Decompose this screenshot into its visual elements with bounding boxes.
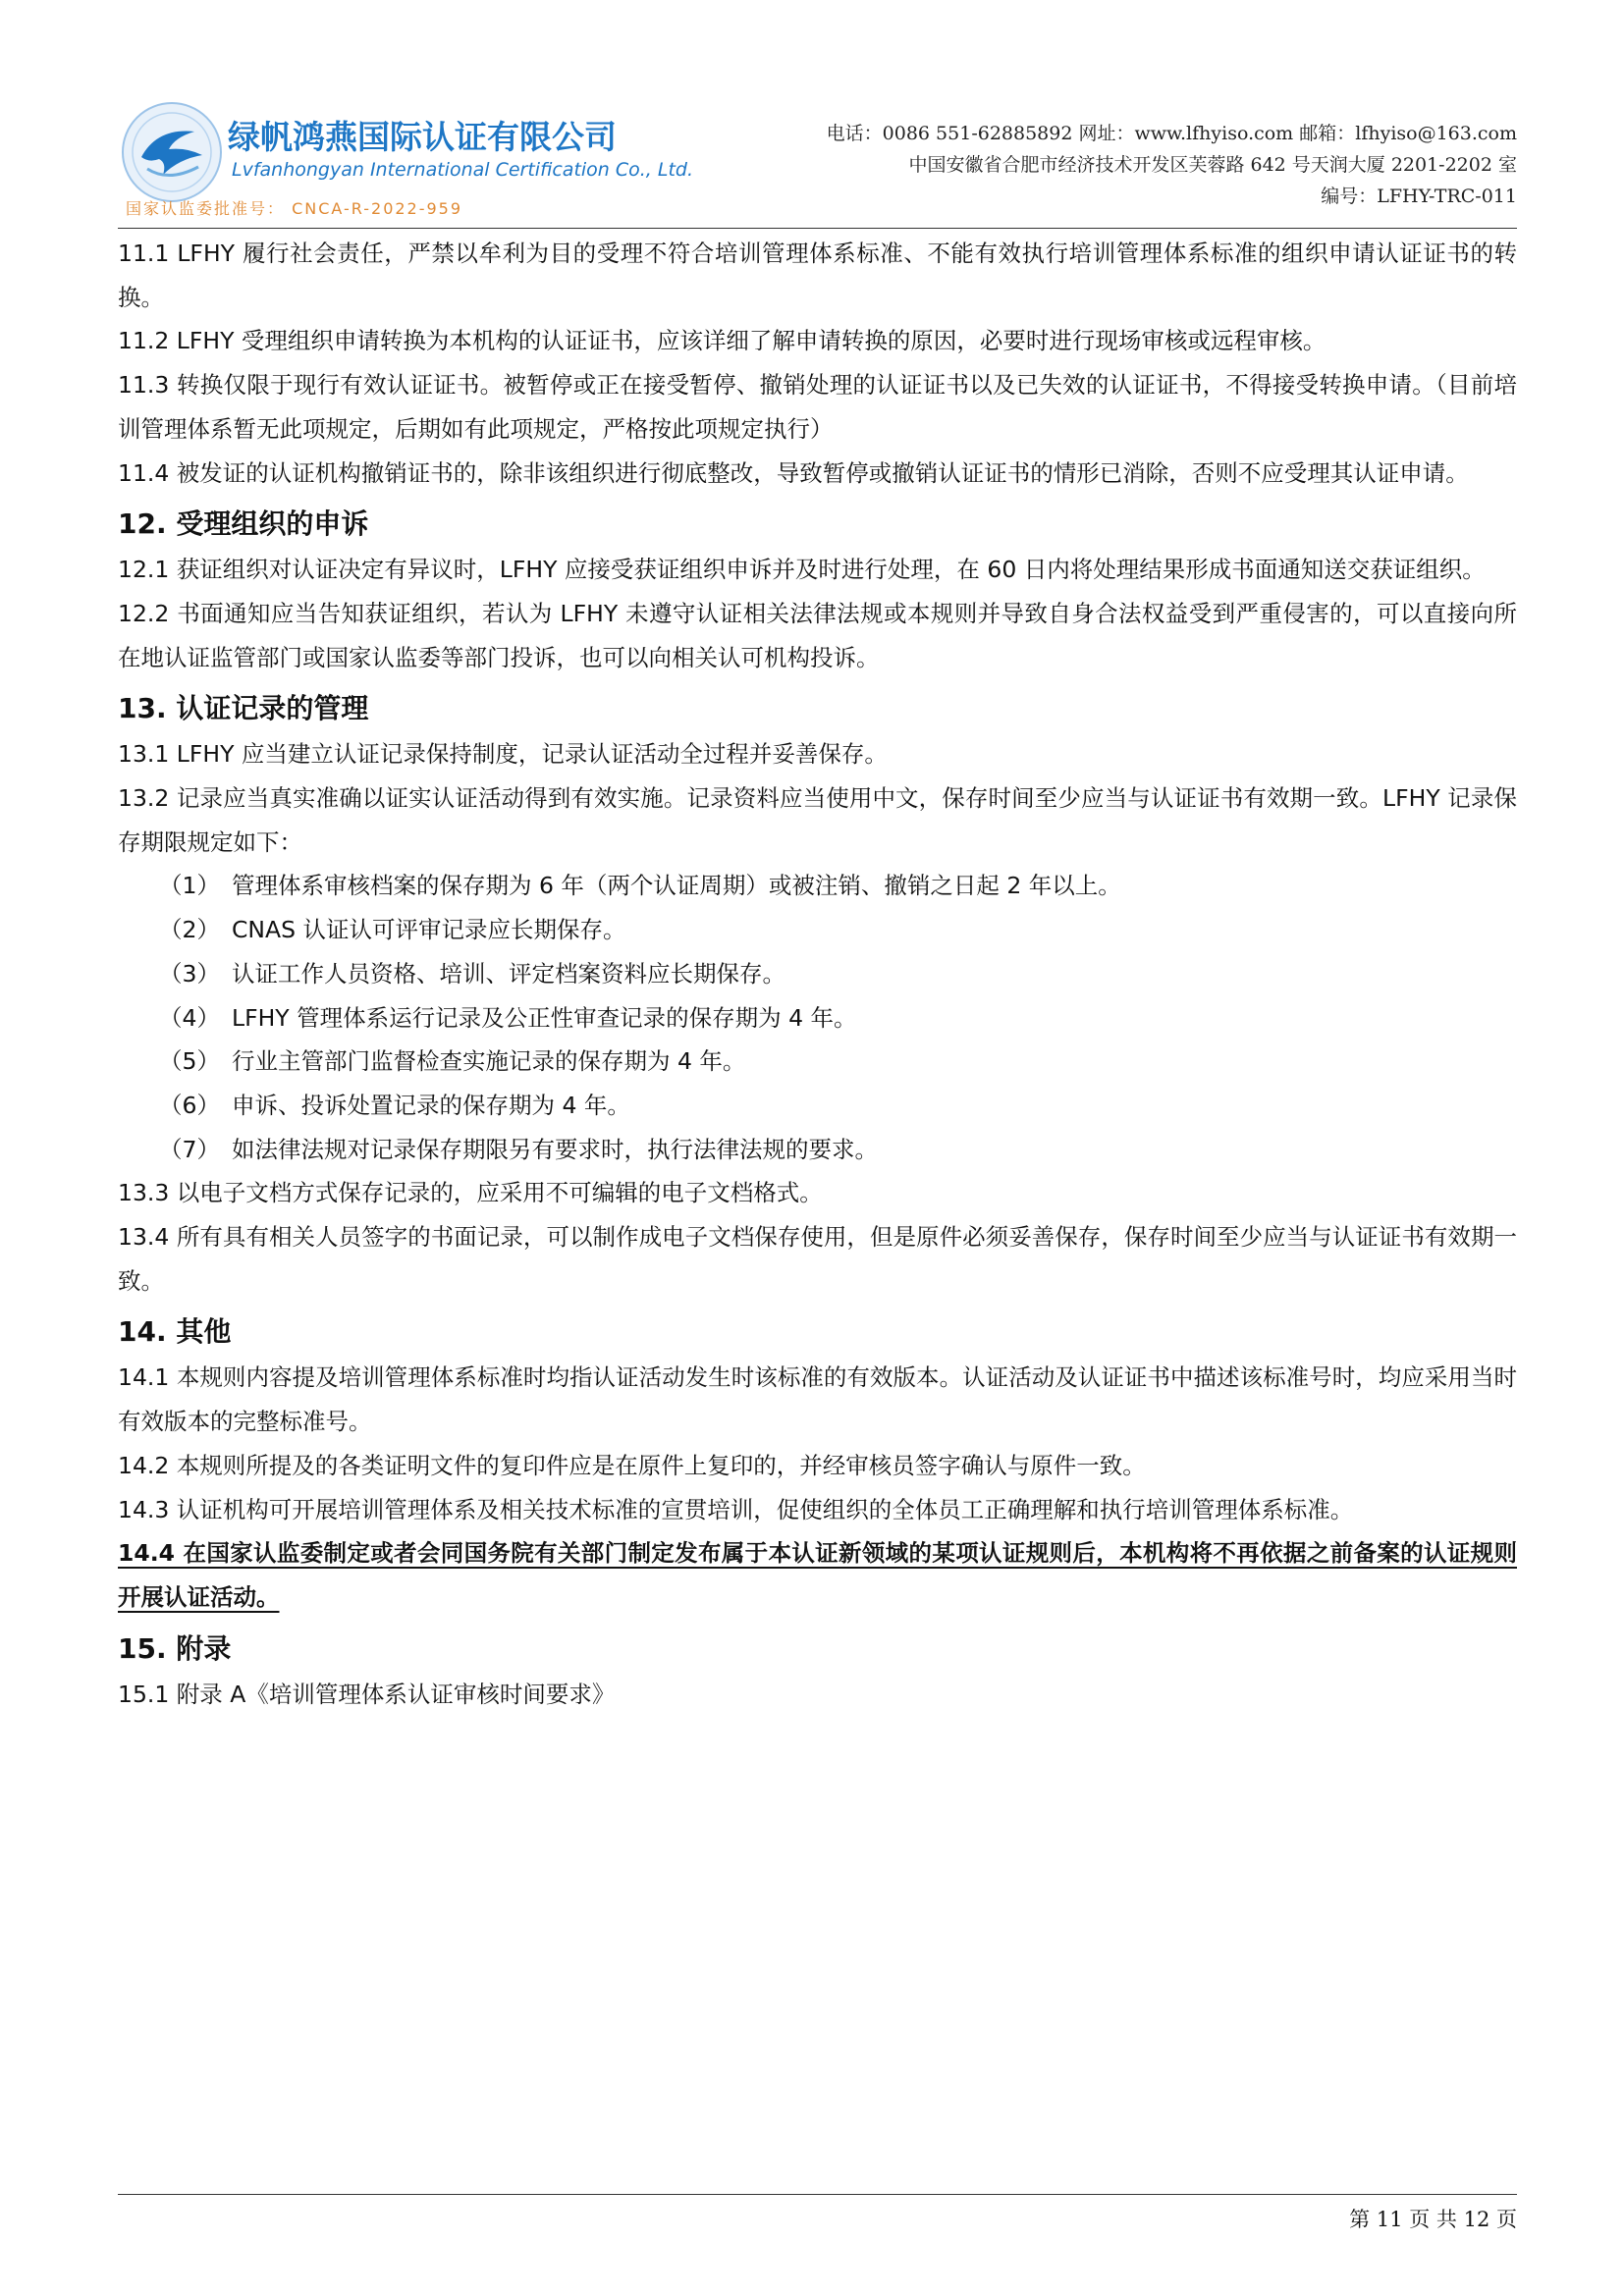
clause-13-1: 13.1 LFHY 应当建立认证记录保持制度，记录认证活动全过程并妥善保存。	[118, 740, 888, 769]
list-item: （2） CNAS 认证认可评审记录应长期保存。	[159, 916, 626, 944]
list-item: （7） 如法律法规对记录保存期限另有要求时，执行法律法规的要求。	[159, 1135, 878, 1163]
company-name-en: Lvfanhongyan International Certification Co., Ltd.	[232, 159, 694, 181]
contact-phone-web-email: 电话：0086 551-62885892 网址：www.lfhyiso.com 邮箱：lfhyiso@163.com	[826, 123, 1517, 144]
clause-11-1: 11.1 LFHY 履行社会责任，严禁以牟利为目的受理不符合培训管理体系标准、不能有效执行培训管理体系标准的组织申请认证证书的转换。	[118, 240, 1517, 311]
clause-11-3: 11.3 转换仅限于现行有效认证证书。被暂停或正在接受暂停、撤销处理的认证证书以及已失效的认证证书，不得接受转换申请。（目前培训管理体系暂无此项规定，后期如有此项规定，严格按此项规定执行）	[118, 371, 1517, 443]
clause-15-1: 15.1 附录 A《培训管理体系认证审核时间要求》	[118, 1680, 616, 1708]
clause-14-2: 14.2 本规则所提及的各类证明文件的复印件应是在原件上复印的，并经审核员签字确认与原件一致。	[118, 1451, 1146, 1479]
list-item: （4） LFHY 管理体系运行记录及公正性审查记录的保存期为 4 年。	[159, 1003, 857, 1032]
clause-14-3: 14.3 认证机构可开展培训管理体系及相关技术标准的宣贯培训，促使组织的全体员工正确理解和执行培训管理体系标准。	[118, 1495, 1354, 1523]
swallow-globe-logo-icon	[118, 98, 226, 206]
clause-13-2: 13.2 记录应当真实准确以证实认证活动得到有效实施。记录资料应当使用中文，保存时间至少应当与认证证书有效期一致。LFHY 记录保存期限规定如下：	[118, 784, 1517, 856]
clause-11-2: 11.2 LFHY 受理组织申请转换为本机构的认证证书，应该详细了解申请转换的原因，必要时进行现场审核或远程审核。	[118, 327, 1326, 355]
page-number: 第 11 页 共 12 页	[1349, 2208, 1517, 2231]
list-item: （5） 行业主管部门监督检查实施记录的保存期为 4 年。	[159, 1047, 746, 1076]
list-item: （1） 管理体系审核档案的保存期为 6 年（两个认证周期）或被注销、撤销之日起 2 年以上。	[159, 872, 1121, 900]
company-name-cn: 绿帆鸿燕国际认证有限公司	[228, 118, 617, 156]
contact-address: 中国安徽省合肥市经济技术开发区芙蓉路 642 号天润大厦 2201-2202 室	[908, 154, 1517, 176]
section-heading-12: 12. 受理组织的申诉	[118, 507, 369, 541]
header-divider	[118, 228, 1517, 229]
clause-12-1: 12.1 获证组织对认证决定有异议时，LFHY 应接受获证组织申诉并及时进行处理，在 60 日内将处理结果形成书面通知送交获证组织。	[118, 556, 1486, 584]
clause-13-3: 13.3 以电子文档方式保存记录的，应采用不可编辑的电子文档格式。	[118, 1179, 823, 1207]
section-heading-15: 15. 附录	[118, 1631, 232, 1665]
clause-11-4: 11.4 被发证的认证机构撤销证书的，除非该组织进行彻底整改，导致暂停或撤销认证证书的情形已消除，否则不应受理其认证申请。	[118, 458, 1469, 487]
list-item: （6） 申诉、投诉处置记录的保存期为 4 年。	[159, 1091, 630, 1119]
document-body	[118, 232, 1517, 1716]
clause-14-1: 14.1 本规则内容提及培训管理体系标准时均指认证活动发生时该标准的有效版本。认证活动及认证证书中描述该标准号时，均应采用当时有效版本的完整标准号。	[118, 1363, 1517, 1436]
footer-divider	[118, 2194, 1517, 2195]
contact-block	[827, 118, 1517, 212]
clause-14-4-emphasized: 14.4 在国家认监委制定或者会同国务院有关部门制定发布属于本认证新领域的某项认证规则后，本机构将不再依据之前备案的认证规则开展认证活动。	[118, 1539, 1517, 1611]
section-heading-13: 13. 认证记录的管理	[118, 692, 369, 725]
cnca-approval-number: 国家认监委批准号： CNCA-R-2022-959	[126, 199, 463, 218]
document-number: 编号：LFHY-TRC-011	[1321, 186, 1517, 207]
page-header	[118, 98, 1517, 226]
section-heading-14: 14. 其他	[118, 1315, 232, 1349]
clause-13-4: 13.4 所有具有相关人员签字的书面记录，可以制作成电子文档保存使用，但是原件必须妥善保存，保存时间至少应当与认证证书有效期一致。	[118, 1223, 1517, 1295]
list-item: （3） 认证工作人员资格、培训、评定档案资料应长期保存。	[159, 959, 785, 988]
clause-12-2: 12.2 书面通知应当告知获证组织，若认为 LFHY 未遵守认证相关法律法规或本规则并导致自身合法权益受到严重侵害的，可以直接向所在地认证监管部门或国家认监委等部门投诉，也可以向相关认可机构投诉。	[118, 599, 1517, 671]
